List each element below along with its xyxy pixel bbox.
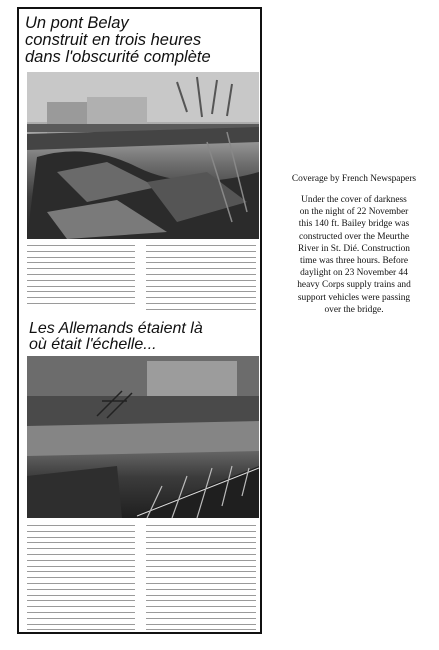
headline-line: où était l'échelle...	[29, 336, 157, 353]
article-text-column-1	[27, 245, 135, 309]
caption-text	[278, 194, 430, 316]
caption-line: on the night of 22 November	[299, 207, 409, 218]
caption-title: Coverage by French Newspapers	[291, 174, 417, 184]
caption-line: heavy Corps supply trains and	[297, 280, 411, 291]
caption-line: Under the cover of darkness	[301, 195, 407, 205]
bridge-ruins-photo	[27, 72, 259, 239]
article-text-column-2	[146, 245, 256, 315]
article-text-column-4	[146, 525, 256, 634]
newspaper-clipping	[17, 7, 262, 634]
caption-line: support vehicles were passing	[297, 292, 411, 303]
caption-line: this 140 ft. Bailey bridge was	[298, 219, 410, 230]
headline-line: Les Allemands étaient là	[29, 320, 203, 337]
bailey-bridge-image	[27, 356, 259, 518]
caption-line: constructed over the Meurthe	[298, 231, 410, 242]
caption-line: daylight on 23 November 44	[300, 268, 408, 279]
bailey-bridge-photo	[27, 356, 259, 518]
headline-bridge-built	[25, 15, 255, 66]
caption-line: River in St. Dié. Construction	[298, 243, 410, 254]
caption-block	[278, 173, 430, 316]
headline-line: Un pont Belay	[25, 14, 129, 32]
headline-germans	[29, 321, 257, 353]
caption-line: time was three hours. Before	[299, 256, 409, 267]
headline-line: construit en trois heures	[25, 31, 202, 49]
headline-line: dans l'obscurité complète	[25, 48, 211, 66]
article-text-column-3	[27, 525, 135, 634]
bridge-ruins-image	[27, 72, 259, 239]
caption-line: over the bridge.	[324, 304, 384, 315]
